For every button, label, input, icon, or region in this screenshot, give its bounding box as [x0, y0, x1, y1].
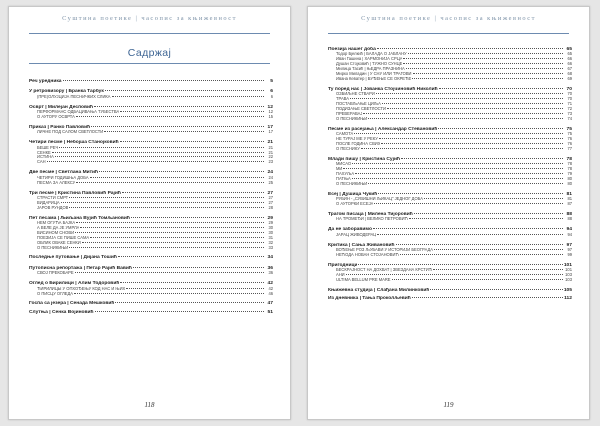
toc-subentry-title: Милица Тасић | ЊЕДРА ПРАЗНИНА — [336, 67, 405, 72]
dot-leader — [74, 293, 264, 294]
dot-leader — [350, 98, 563, 99]
dot-leader — [126, 288, 264, 289]
toc-subentry-title: ПЕРФОРМАНС ОДБАЦИВАЊА ТУБЕСТВА — [37, 110, 120, 115]
dot-leader — [69, 247, 264, 248]
toc-subentry-page: 25 — [268, 179, 273, 185]
dot-leader — [424, 198, 563, 199]
toc-entry-title: Пригодници — [328, 262, 358, 268]
toc-subentry-title: ЧЕТИРИ ГОДИШЊА ДОБА — [37, 175, 89, 180]
toc-subentry-page: 80 — [567, 180, 572, 186]
dot-leader — [52, 152, 264, 153]
toc-entry-page: 24 — [267, 170, 273, 176]
dot-leader — [376, 93, 563, 94]
toc-subentry-title: ВИСИНОМ СНОВИ — [37, 230, 75, 235]
toc-entry — [29, 301, 273, 306]
title-rule — [29, 63, 270, 64]
toc-subentry-title: Ивана Кеватер | БУЂЕЊЕ СЕ ОКРЕЋЕ — [336, 76, 412, 81]
toc-entry-title: Путописна репортажа | Петар Рајић Вавић — [29, 265, 132, 271]
toc-subentry-title: НЕЋОДА НОВАН СТОЈАНОВИЋ — [336, 252, 399, 257]
toc-entry-title: Слутња | Сенка Војиновић — [29, 309, 94, 315]
dot-leader — [352, 178, 563, 179]
toc-entry — [29, 255, 273, 260]
page-number: 118 — [144, 401, 155, 409]
dot-leader — [95, 311, 264, 312]
dot-leader — [377, 234, 563, 235]
dot-leader — [131, 217, 264, 218]
toc-subentry — [328, 217, 572, 222]
toc-entry-title: Критика | Сања Живановић — [328, 242, 395, 248]
dot-leader — [439, 88, 563, 89]
dot-leader — [55, 156, 264, 157]
toc-subentry-title: НЕ ТУРАЈ МЕ У РЕКУ — [336, 137, 378, 141]
toc-entry-title: Три песме | Кристина Павловић Рајић — [29, 190, 121, 196]
toc-subentry-page: 66 — [567, 61, 572, 67]
toc-entry-title: Госпа са језера | Сенада Мешковић — [29, 301, 115, 307]
toc-subentry-title: ВИДАРИЦА — [37, 200, 60, 205]
toc-entry-title: Оглед о Бирилици | Алим Тодоровић — [29, 281, 120, 287]
toc-subentry-title: Тодор Бјелкић | БАЛАДА О ЈАБЛАНУ — [336, 52, 407, 57]
dot-leader — [94, 106, 264, 107]
toc-entry-title: Трагом писаца | Милена Тијоровић — [328, 211, 413, 217]
dot-leader — [343, 168, 563, 169]
dot-leader — [105, 90, 264, 91]
toc-entry-title: Ту поред нас | Јованка Стојчиновић Николић — [328, 86, 438, 92]
toc-subentry-page: 77 — [567, 145, 572, 151]
toc-subentry — [29, 246, 273, 251]
right-page — [307, 6, 590, 420]
toc-subentry-title: ПРЕВЕРАВАЈ — [336, 111, 363, 116]
dot-leader — [76, 182, 264, 183]
dot-leader — [76, 116, 264, 117]
toc-subentry-title: О ПИСЦУ ОГЛЕДА — [37, 291, 74, 296]
dot-leader — [400, 254, 563, 255]
toc-subentry — [328, 147, 572, 152]
dot-leader — [363, 113, 563, 114]
toc-subentry-page: 17 — [268, 129, 273, 135]
toc-subentry-page: 103 — [565, 276, 572, 282]
toc-subentry-page: 15 — [268, 114, 273, 120]
toc-subentry-title: ПОЕЗИЈА СЕ ПИШЕ САМА — [37, 235, 90, 240]
page-title: Садржај — [127, 47, 172, 59]
toc-subentry-title: ЈАРОВ РУНДОВ — [37, 205, 69, 210]
toc-subentry-title: БЕШЕ РЕЧ — [37, 145, 59, 150]
toc-subentry — [29, 181, 273, 186]
toc-entry-page: 27 — [267, 190, 273, 196]
toc-subentry-page: 74 — [567, 115, 572, 121]
toc-subentry — [29, 130, 273, 135]
dot-leader — [438, 128, 563, 129]
toc-subentry-title: О ПЕСНИКУ — [336, 146, 360, 151]
toc-subentry-title: ЋИРИЛИЦЫ У ОПХОЂЕЊУ КОД НАС И ЊИХ — [37, 286, 126, 291]
dot-leader — [112, 96, 264, 97]
dot-leader — [63, 80, 264, 81]
toc-subentry-page: 75 — [567, 131, 572, 137]
toc-subentry-page: 78 — [567, 166, 572, 172]
dot-leader — [387, 108, 563, 109]
dot-leader — [430, 289, 563, 290]
dot-leader — [118, 256, 264, 257]
toc-subentry-title: ИСТИНА — [37, 155, 54, 160]
dot-leader — [381, 143, 563, 144]
dot-leader — [373, 228, 563, 229]
toc-subentry-title: О АУТОРУ ОСВРТА — [37, 115, 75, 120]
dot-leader — [409, 218, 563, 219]
toc-subentry — [29, 292, 273, 297]
toc-subentry-title: СЕНКЕ — [37, 150, 51, 155]
dot-leader — [91, 126, 264, 127]
toc-entry-page: 105 — [563, 287, 572, 293]
toc-entry-page: 6 — [270, 89, 273, 95]
dot-leader — [412, 297, 563, 298]
toc-subentry-page: 33 — [268, 244, 273, 250]
dot-leader — [392, 279, 563, 280]
toc-subentry — [328, 182, 572, 187]
dot-leader — [69, 207, 264, 208]
dot-leader — [352, 163, 563, 164]
dot-leader — [75, 272, 264, 273]
toc-entry-page: 75 — [566, 126, 572, 132]
toc-entry-title: Приказ | Ранко Павловић — [29, 124, 91, 130]
toc-subentry-page: 71 — [567, 101, 572, 107]
toc-subentry-page: 72 — [567, 105, 572, 111]
toc-subentry-page: 42 — [268, 285, 273, 291]
toc-subentry — [328, 202, 572, 207]
page-number: 119 — [443, 401, 454, 409]
toc-subentry-page: 65 — [567, 51, 572, 57]
toc-entry-title: Из дневника | Тања Проколљевић — [328, 296, 411, 302]
toc-subentry — [328, 117, 572, 122]
toc-entry-title: Есеј | Душица Чукић — [328, 191, 378, 197]
toc-entry-page: 29 — [267, 215, 273, 221]
toc-subentry-page: 66 — [567, 56, 572, 62]
toc-entry-page: 81 — [566, 191, 572, 197]
toc-entry-page: 12 — [267, 104, 273, 110]
toc-subentry-title: ТРАВА — [336, 97, 350, 102]
toc-subentry-title: МИ — [336, 167, 343, 172]
running-header: Суштина поетике | часопис за књижевност — [62, 15, 237, 22]
toc-subentry-title: А ВЕЛЕ ДА ЈЕ УМРЛА — [37, 225, 80, 230]
toc-subentry-page: 80 — [567, 175, 572, 181]
dot-leader — [47, 161, 264, 162]
toc-entry-page: 78 — [566, 156, 572, 162]
toc-entry-page: 112 — [564, 296, 572, 302]
toc-subentry-title: ПОДИЗАЊЕ СВЕТЛОСТИ — [336, 106, 386, 111]
toc-subentry-page: 23 — [268, 159, 273, 165]
toc-subentry-page: 30 — [268, 229, 273, 235]
toc-subentry-page: 99 — [567, 251, 572, 257]
toc-subentry-page: 32 — [268, 239, 273, 245]
dot-leader — [76, 222, 264, 223]
toc-subentry-page: 36 — [268, 270, 273, 276]
toc-subentry-page: 73 — [567, 110, 572, 116]
dot-leader — [59, 147, 264, 148]
toc-entry — [29, 310, 273, 315]
toc-subentry-title: САН — [37, 160, 46, 165]
dot-leader — [433, 269, 563, 270]
toc-entry-page: 5 — [270, 79, 273, 84]
toc-entry-page: 94 — [566, 227, 572, 233]
toc-entry-page: 88 — [566, 211, 572, 217]
toc-subentry-title: О ПЕСНИКИЊИ — [336, 116, 368, 121]
dot-leader — [122, 192, 264, 193]
toc-subentry — [328, 233, 572, 238]
toc-subentry-title: НЕМ ОГУЋА БАЈКА — [37, 221, 76, 226]
toc-subentry-page: 22 — [268, 154, 273, 160]
toc-subentry — [328, 77, 572, 82]
dot-leader — [99, 171, 264, 172]
toc-entry-page: 51 — [267, 309, 273, 315]
dot-leader — [412, 78, 563, 79]
toc-subentry-title: ПОСТАВЉАЊЕ ЦИЉА — [336, 102, 381, 107]
toc-subentry-page: 68 — [567, 71, 572, 77]
toc-subentry-page: 94 — [567, 231, 572, 237]
dot-leader — [133, 267, 264, 268]
toc-entry-title: Последње путовање | Дијана Тошић — [29, 255, 117, 261]
dot-leader — [61, 202, 264, 203]
toc-subentry-title: НА ТРОМЕЂИ | ВЕЛИКО ПЕТРОВИЋ — [336, 217, 409, 222]
dot-leader — [374, 203, 563, 204]
toc-subentry-page: 6 — [270, 93, 273, 99]
toc-subentry-title: ОБЛИК ОВАКЕ СЕНКИ — [37, 240, 81, 245]
toc-entry-page: 17 — [267, 124, 273, 130]
dot-leader — [346, 274, 563, 275]
toc-subentry-title: АНИ — [336, 273, 345, 278]
toc-entry-page: 97 — [566, 242, 572, 248]
header-rule — [328, 33, 569, 34]
dot-leader — [120, 282, 264, 283]
table-of-contents — [328, 47, 572, 302]
dot-leader — [90, 177, 264, 178]
toc-subentry-page: 46 — [268, 290, 273, 296]
toc-entry-title: У ретровизору | Бранка Тарбук — [29, 89, 104, 95]
toc-entry-page: 21 — [267, 140, 273, 146]
table-of-contents — [29, 79, 273, 315]
dot-leader — [368, 183, 563, 184]
toc-entry-page: 70 — [566, 86, 572, 92]
toc-subentry-title: СВОЈ ПРЕКОБАРЕ — [37, 271, 74, 276]
dot-leader — [413, 73, 564, 74]
toc-subentry — [328, 278, 572, 283]
dot-leader — [379, 138, 563, 139]
dot-leader — [69, 197, 264, 198]
dot-leader — [408, 53, 563, 54]
dot-leader — [104, 131, 264, 132]
toc-subentry-title: ПАХУЉА — [336, 171, 355, 176]
dot-leader — [403, 58, 563, 59]
dot-leader — [401, 158, 563, 159]
toc-entry-page: 101 — [563, 262, 572, 268]
toc-subentry-page: 76 — [567, 140, 572, 146]
dot-leader — [378, 193, 563, 194]
toc-subentry-page: 27 — [268, 194, 273, 200]
toc-entry-page: 65 — [566, 47, 572, 52]
dot-leader — [434, 249, 563, 250]
toc-subentry-page: 24 — [268, 174, 273, 180]
toc-subentry-page: 28 — [268, 204, 273, 210]
toc-entry-title: Четири песме | Небојша Станојковић — [29, 140, 119, 146]
toc-subentry-title: ПОСЛЕ ГОДИНА СВИХ — [336, 141, 381, 146]
toc-subentry-page: 31 — [268, 234, 273, 240]
toc-subentry-title: Мирко Миладин | У СНУ ИЛИ ТРАГОВИ — [336, 72, 412, 77]
toc-subentry-title: ЛИЧНЕ ПОД САЛОМ СВЕТЛОСТИ — [37, 130, 104, 135]
toc-subentry-page: 29 — [268, 220, 273, 226]
toc-subentry-page: 69 — [567, 75, 572, 81]
dot-leader — [361, 148, 563, 149]
toc-subentry-title: Душан Стојковић | ТУЖНО СУНЦЕ — [336, 62, 403, 67]
toc-subentry-page: 27 — [268, 199, 273, 205]
toc-entry-title: Млади пишу | Кристина Сујић — [328, 156, 400, 162]
dot-leader — [120, 141, 264, 142]
toc-subentry-title: ВОЂЕЊЕ РОЗ ЉУБАВИ У ИСТОРИЈИ БЕОГРАДА — [336, 247, 433, 252]
toc-entry-title: Књижевна студија | Слађана Милинковић — [328, 287, 430, 293]
toc-subentry-page: 76 — [567, 136, 572, 141]
toc-entry-page: 47 — [267, 301, 273, 307]
toc-entry-page: 34 — [267, 255, 273, 261]
toc-subentry-title: СТРАСТИ СМРТ — [37, 195, 69, 200]
dot-leader — [377, 48, 563, 49]
toc-subentry-title: МИСАО — [336, 162, 352, 167]
toc-entry-title: Песме из расејања | Александар Стевановић — [328, 126, 438, 132]
dot-leader — [354, 133, 563, 134]
toc-subentry — [29, 160, 273, 165]
toc-subentry — [29, 271, 273, 276]
dot-leader — [358, 264, 562, 265]
toc-subentry-title: О ПЕСНИКИЊИ — [336, 181, 368, 186]
toc-entry-page: 42 — [267, 281, 273, 287]
toc-entry-title: Поезија нашег доба — [328, 47, 376, 52]
dot-leader — [115, 302, 264, 303]
toc-subentry-page: 70 — [567, 96, 572, 102]
toc-subentry-page: 21 — [268, 149, 273, 155]
dot-leader — [382, 103, 563, 104]
toc-subentry-page: 21 — [268, 144, 273, 150]
toc-subentry — [328, 253, 572, 258]
toc-subentry-title: ПАТЊА — [336, 176, 351, 181]
dot-leader — [414, 213, 563, 214]
left-page — [8, 6, 291, 420]
toc-subentry-title: О ПЕСНИКИЊИ — [37, 245, 69, 250]
dot-leader — [355, 173, 563, 174]
running-header: Суштина поетике | часопис за књижевност — [361, 15, 536, 22]
toc-entry-title: Две песме | Светлана Митић — [29, 170, 99, 176]
toc-subentry — [29, 206, 273, 211]
toc-entry-title: Да не заборавимо — [328, 227, 372, 233]
toc-subentry-title: БЕСКРАЈНОСТ НА ДОХВАТ | ЗВЕЗДАНА КРСТИЋ — [336, 268, 433, 273]
toc-subentry-title: ОЗБИЉНЕ СТВАРИ — [336, 92, 375, 97]
toc-subentry-page: 67 — [567, 66, 572, 72]
dot-leader — [396, 244, 564, 245]
dot-leader — [368, 118, 563, 119]
toc-subentry-page: 79 — [567, 170, 572, 176]
dot-leader — [403, 63, 563, 64]
toc-entry — [29, 79, 273, 84]
toc-subentry-page: 101 — [565, 267, 572, 273]
toc-entry — [328, 296, 572, 301]
toc-entry-title: Пет песама | Љиљана Вујић Томљановић — [29, 215, 130, 221]
toc-subentry-title: РУБИН - „СУВИШНИ ЉИКАЦ“ ЈЕДНОГ ДОБА — [336, 197, 423, 202]
toc-entry-title: Реч уредника — [29, 79, 62, 84]
toc-subentry-page: 78 — [567, 161, 572, 167]
toc-subentry-page: 88 — [567, 216, 572, 222]
dot-leader — [82, 242, 264, 243]
toc-subentry-page: 87 — [567, 200, 572, 206]
toc-subentry-page: 103 — [565, 272, 572, 278]
dot-leader — [120, 111, 264, 112]
toc-subentry — [29, 115, 273, 120]
header-rule — [29, 33, 270, 34]
toc-subentry-page: 81 — [567, 196, 572, 202]
toc-subentry — [29, 95, 273, 100]
dot-leader — [406, 68, 563, 69]
toc-subentry-page: 12 — [268, 109, 273, 115]
toc-entry — [328, 288, 572, 293]
toc-subentry-page: 70 — [567, 91, 572, 97]
toc-subentry-title: ULTIMA BELLUM PRE MARE — [336, 277, 391, 282]
dot-leader — [80, 227, 264, 228]
toc-subentry-title: ЈАРАЦ ЖИВОДЕРАЦ — [336, 232, 377, 237]
toc-subentry-title: (ПРЕ)ОЛУЈЦИЈА ПЕСНИЧКИХ СЛИКА — [37, 94, 111, 99]
toc-subentry-title: ПЕСМА ЗА АЛЕКСУ — [37, 180, 76, 185]
dot-leader — [75, 232, 264, 233]
toc-entry-page: 36 — [267, 265, 273, 271]
toc-subentry-page: 30 — [268, 224, 273, 230]
toc-subentry-title: О АУТОРКИ ЕСЕЈА — [336, 201, 374, 206]
toc-subentry-page: 97 — [567, 246, 572, 252]
toc-subentry-title: САМОТА — [336, 132, 354, 137]
toc-entry-title: Осврт | Милејан Десповић — [29, 104, 94, 110]
toc-subentry-title: Иван Гашина | ХАРМОНИЈА СРЦА — [336, 57, 403, 62]
dot-leader — [90, 237, 264, 238]
